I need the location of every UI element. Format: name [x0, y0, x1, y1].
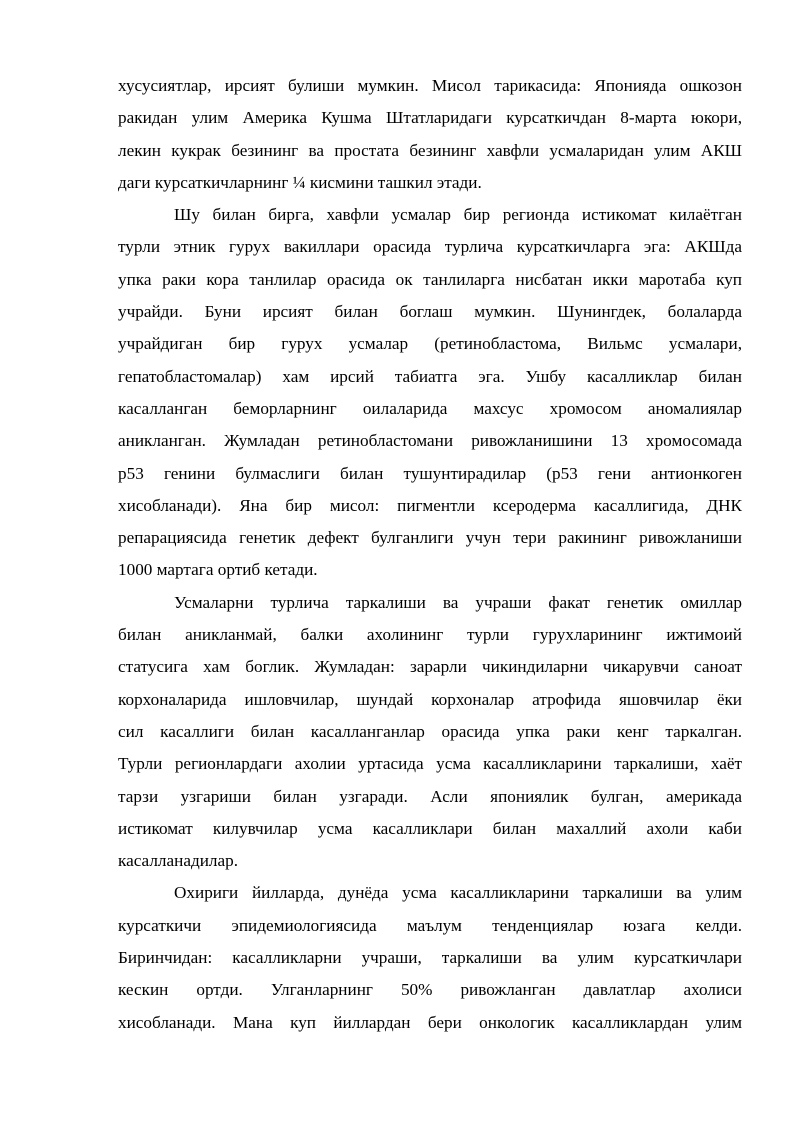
text-line: упка раки кора танлилар орасида ок танлиларга нисбатан икки маротаба куп: [118, 269, 742, 289]
text-line: лекин кукрак безининг ва простата безининг хавфли усмаларидан улим АКШ: [118, 140, 742, 160]
paragraph-4: [118, 877, 742, 1038]
text-line: тарзи узгариши билан узгаради. Асли япониялик булган, америкада: [118, 786, 742, 806]
text-line: кескин ортди. Улганларнинг 50% ривожланган давлатлар ахолиси: [118, 980, 742, 1000]
text-line: Охириги йилларда, дунёда усма касалликларини таркалиши ва улим: [174, 883, 742, 903]
text-line: турли этник гурух вакиллари орасида турлича курсаткичларга эга: АКШда: [118, 237, 742, 257]
text-line: касалланадилар.: [118, 851, 238, 871]
text-line: сил касаллиги билан касалланганлар орасида упка раки кенг таркалган.: [118, 721, 742, 741]
text-line: репарациясида генетик дефект булганлиги учун тери ракининг ривожланиши: [118, 528, 742, 548]
text-line: билан аникланмай, балки ахолининг турли гурухларининг ижтимоий: [118, 625, 742, 645]
text-line: Шу билан бирга, хавфли усмалар бир регионда истикомат килаётган: [174, 205, 742, 225]
text-line: даги курсаткичларнинг ¼ кисмини ташкил этади.: [118, 172, 482, 192]
text-line: хисобланади). Яна бир мисол: пигментли ксеродерма касаллигида, ДНК: [118, 495, 742, 515]
paragraph-3: [118, 587, 742, 878]
paragraph-2: [118, 199, 742, 587]
text-line: хусусиятлар, ирсият булиши мумкин. Мисол тарикасида: Японияда ошкозон: [118, 76, 742, 95]
text-line: статусига хам боглик. Жумладан: зарарли чикиндиларни чикарувчи саноат: [118, 657, 742, 677]
text-line: хисобланади. Мана куп йиллардан бери онкологик касалликлардан улим: [118, 1012, 742, 1032]
paragraph-1: [118, 70, 742, 199]
text-line: курсаткичи эпидемиологиясида маълум тенденциялар юзага келди.: [118, 915, 742, 935]
text-line: истикомат килувчилар усма касалликлари билан махаллий ахоли каби: [118, 818, 742, 838]
text-line: Усмаларни турлича таркалиши ва учраши факат генетик омиллар: [174, 592, 742, 612]
text-line: гепатобластомалар) хам ирсий табиатга эга. Ушбу касалликлар билан: [118, 366, 742, 386]
document-body: [118, 70, 742, 1039]
text-line: Турли регионлардаги ахолии уртасида усма касалликларини таркалиши, хаёт: [118, 754, 742, 774]
text-line: р53 генини булмаслиги билан тушунтирадилар (р53 гени антионкоген: [118, 463, 742, 483]
text-line: корхоналарида ишловчилар, шундай корхоналар атрофида яшовчилар ёки: [118, 689, 742, 709]
text-line: учрайди. Буни ирсият билан боглаш мумкин. Шунингдек, болаларда: [118, 302, 742, 322]
text-line: касалланган беморларнинг оилаларида махсус хромосом аномалиялар: [118, 398, 742, 418]
text-line: аникланган. Жумладан ретинобластомани ривожланишини 13 хромосомада: [118, 431, 742, 451]
text-line: Биринчидан: касалликларни учраши, таркалиши ва улим курсаткичлари: [118, 948, 742, 968]
text-line: ракидан улим Америка Кушма Штатларидаги курсаткичдан 8-марта юкори,: [118, 108, 742, 128]
text-line: 1000 мартага ортиб кетади.: [118, 560, 318, 580]
text-line: учрайдиган бир гурух усмалар (ретинобластома, Вильмс усмалари,: [118, 334, 742, 354]
